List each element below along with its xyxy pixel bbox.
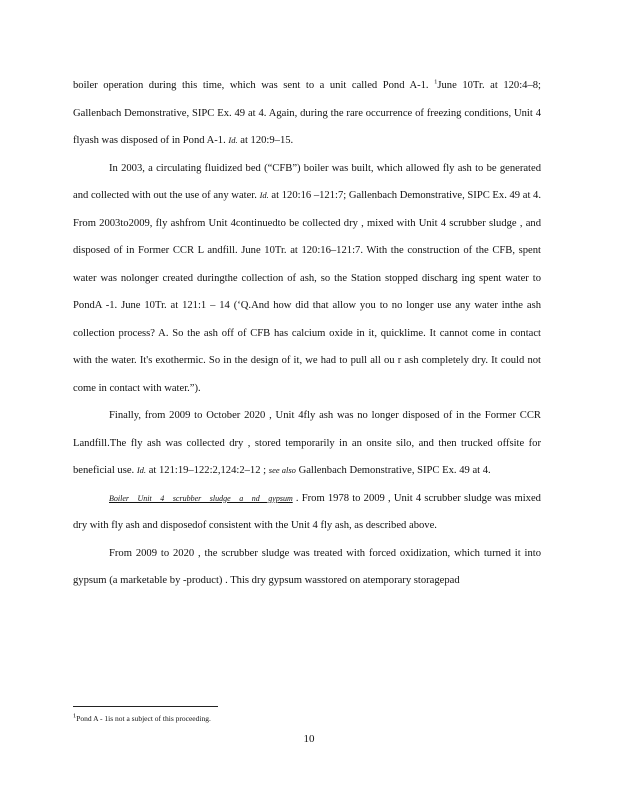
- text-run: boiler operation during this time, which was sent to a unit called Pond A-1.: [73, 80, 435, 91]
- paragraph-3: [73, 402, 541, 485]
- text-run: Gallenbach Demonstrative, SIPC Ex. 49 at 4.: [295, 465, 491, 476]
- footnote-reference: 1: [434, 78, 438, 86]
- text-run: Finally, from 2009 to October 2020 , Unit 4fly ash was no longer disposed of in the Former CCR Landfill.The fly ash was collected dry , stored temporarily in an onsite silo, and then trucked offsite for beneficial use.: [73, 410, 541, 476]
- page-number: 10: [303, 733, 315, 745]
- citation-signal: Id.: [228, 135, 238, 145]
- footnote-text: Pond A - 1is not a subject of this proceeding.: [76, 714, 211, 723]
- text-run: . From 1978 to 2009 , Unit 4 scrubber sludge was mixed dry with fly ash and disposedof consistent with the Unit 4 fly ash, as described above.: [73, 492, 541, 531]
- citation-signal: Id.: [259, 190, 269, 200]
- citation-signal: see also: [268, 465, 296, 475]
- text-run: at 121:19–122:2,124:2–12 ;: [146, 465, 269, 476]
- paragraph-4: [73, 485, 541, 540]
- paragraph-2: [73, 155, 541, 403]
- section-heading: Boiler Unit 4 scrubber sludge a nd gypsum: [109, 493, 293, 503]
- citation-signal: Id.: [136, 465, 147, 475]
- footnote-separator: [73, 706, 218, 707]
- text-run: at 120:9–15.: [237, 135, 294, 146]
- text-run: From 2009 to 2020 , the scrubber sludge was treated with forced oxidization, which turned it into gypsum (a marketable by -product) . This dry gypsum wasstored on atemporary storagepad: [73, 547, 541, 586]
- text-run: at 120:16 –121:7; Gallenbach Demonstrative, SIPC Ex. 49 at 4. From 2003to2009, fly ashfrom Unit 4continuedto be collected dry , mixed with Unit 4 scrubber sludge , and disposed of in Former CCR L andfill. June 10Tr. at 120:16–121:7. With the construction of the CFB, spent water was nolonger created duringthe collection of ash, so the Station stopped discharg ing spent water to PondA -1. June 10Tr. at 121:1 – 14 (‘Q.And how did that allow you to no longer use any water inthe ash collection process? A. So the ash off of CFB has calcium oxide in it, quicklime. It cannot come in contact with the water. It's exothermic. So in the design of it, we had to pull all ou r ash completely dry. It could not come in contact with water.”).: [73, 190, 541, 394]
- text-run: In 2003, a circulating fluidized bed (“CFB”) boiler was built, which allowed fly ash to be generated and collected with out the use of any water.: [73, 162, 541, 201]
- footnote-marker: 1: [73, 712, 77, 720]
- paragraph-1: [73, 72, 541, 155]
- footnote: [73, 713, 533, 725]
- paragraph-5: [73, 540, 541, 595]
- text-run: June 10Tr. at 120:4–8; Gallenbach Demonstrative, SIPC Ex. 49 at 4. Again, during the rare occurrence of freezing conditions, Unit 4 flyash was disposed of in Pond A-1.: [73, 80, 541, 146]
- document-body: [73, 72, 541, 595]
